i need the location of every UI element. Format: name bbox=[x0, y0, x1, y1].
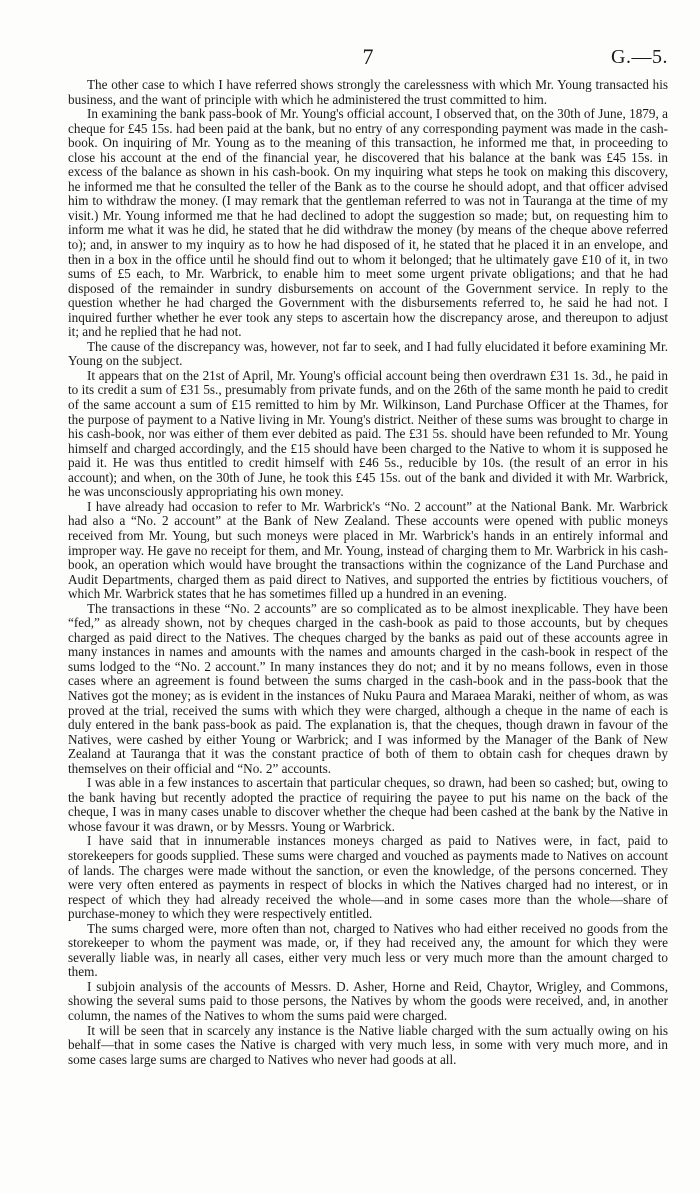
paragraph-cheques-cashed: I was able in a few instances to ascertain that particular cheques, so drawn, had been so cashed; but, owing to the bank having but recently adopted the practice of requiring the payee to put his name on the back of the cheque, I was in many cases unable to discover whether the cheque had been cashed at the bank by the Native in whose favour it was drawn, or by Messrs. Young or Warbrick. bbox=[68, 775, 668, 834]
page-header bbox=[68, 44, 668, 72]
paragraph-carelessness: The other case to which I have referred shows strongly the carelessness with which Mr. Young transacted his business, and the want of principle with which he administered the trust committed to him. bbox=[68, 77, 668, 107]
paragraph-storekeepers: I have said that in innumerable instances moneys charged as paid to Natives were, in fact, paid to storekeepers for goods supplied. These sums were charged and vouched as payments made to Natives on account of lands. The charges were made without the sanction, or even the knowledge, of the persons concerned. They were very often entered as payments in respect of blocks in which the Natives charged had no interest, or in respect of which they had already received the whole—and in some cases more than the whole—share of purchase-money to which they were respectively entitled. bbox=[68, 833, 668, 922]
paragraph-conclusion: It will be seen that in scarcely any instance is the Native liable charged with the sum actually owing on his behalf—that in some cases the Native is charged with very much less, in some with very much more, and in some cases large sums are charged to Natives who never had goods at all. bbox=[68, 1022, 668, 1067]
paragraph-subjoin-analysis: I subjoin analysis of the accounts of Messrs. D. Asher, Horne and Reid, Chaytor, Wrigley, and Commons, showing the several sums paid to those persons, the Natives by whom the goods were received, and, in another column, the names of the Natives to whom the sums paid were charged. bbox=[68, 978, 668, 1023]
page-number: 7 bbox=[362, 44, 374, 69]
body-text bbox=[68, 78, 668, 1178]
paragraph-cause-of-discrepancy: The cause of the discrepancy was, however, not far to seek, and I had fully elucidated it before examining Mr. Young on the subject. bbox=[68, 338, 668, 369]
document-reference: G.—5. bbox=[611, 46, 668, 68]
paragraph-transactions: The transactions in these “No. 2 accounts” are so complicated as to be almost inexplicable. They have been “fed,” as already shown, not by cheques charged in the cash-book as paid to those accounts, but by cheques charged as paid direct to the Natives. The cheques charged by the banks as paid out of these accounts agree in many instances in names and amounts with the names and amounts charged in the cash-book in respect of the sums lodged to the “No. 2 account.” In many instances they do not; and it by no means follows, even in those cases where an agreement is found between the sums charged in the cash-book and in the pass-book that the Natives got the money; as is evident in the instances of Nuku Paura and Maraea Maraki, neither of whom, as was proved at the trial, received the sums with which they were charged, although a cheque in the name of each is duly entered in the bank pass-book as paid. The explanation is, that the cheques, though drawn in favour of the Natives, were cashed by either Young or Warbrick; and I was informed by the Manager of the Bank of New Zealand at Tauranga that it was the constant practice of both of them to obtain cash for cheques drawn by themselves on their official and “No. 2” accounts. bbox=[68, 600, 668, 776]
paragraph-bank-pass-book: In examining the bank pass-book of Mr. Young's official account, I observed that, on the 30th of June, 1879, a cheque for £45 15s. had been paid at the bank, but no entry of any corresponding payment was made in the cash-book. On inquiring of Mr. Young as to the meaning of this transaction, he informed me that, in proceeding to close his account at the end of the financial year, he discovered that his balance at the bank was £45 15s. in excess of the balance as shown in his cash-book. On my inquiring what steps he took on making this discovery, he informed me that he consulted the teller of the Bank as to the course he should adopt, and that officer advised him to withdraw the money. (I may remark that the gentleman referred to was not in Tauranga at the time of my visit.) Mr. Young informed me that he had declined to adopt the suggestion so made; but, on requesting him to inform me what it was he did, he stated that he did withdraw the money (by means of the cheque above referred to); and, in answer to my inquiry as to how he had disposed of it, he stated that he placed it in an envelope, and then in a box in the office until he should find out to whom it belonged; that he ultimately gave £10 of it, in two sums of £5 each, to Mr. Warbrick, to enable him to meet some urgent private obligations; and that he had disposed of the remainder in sundry disbursements on account of the Government service. In reply to the question whether he had charged the Government with the disbursements referred to, he said he had not. I inquired further whether he ever took any steps to ascertain how the discrepancy arose, and thereupon to adjust it; and he replied that he had not. bbox=[68, 106, 668, 340]
paragraph-no2-account: I have already had occasion to refer to Mr. Warbrick's “No. 2 account” at the National Bank. Mr. Warbrick had also a “No. 2 account” at the Bank of New Zealand. These accounts were opened with public moneys received from Mr. Young, but such moneys were placed in Mr. Warbrick's hands in an entirely informal and improper way. He gave no receipt for them, and Mr. Young, instead of charging them to Mr. Warbrick in his cash-book, an operation which would have brought the transactions within the cognizance of the Land Purchase and Audit Departments, charged them as paid direct to Natives, and supported the entries by fictitious vouchers, of which Mr. Warbrick states that he has sometimes filled up a hundred in an evening. bbox=[68, 498, 668, 602]
paragraph-overdrawn-account: It appears that on the 21st of April, Mr. Young's official account being then overdrawn £31 1s. 3d., he paid in to its credit a sum of £31 5s., presumably from private funds, and on the 26th of the same month he paid to credit of the same account a sum of £15 remitted to him by Mr. Wilkinson, Land Purchase Officer at the Thames, for the purpose of payment to a Native living in Mr. Young's district. Neither of these sums was brought to charge in his cash-book, nor was either of them ever debited as paid. The £31 5s. should have been refunded to Mr. Young himself and charged accordingly, and the £15 should have been charged to the Native to whom it is supposed he paid it. He was thus entitled to credit himself with £46 5s., reducible by 10s. (the result of an error in his account); and when, on the 30th of June, he took this £45 15s. out of the bank and divided it with Mr. Warbrick, he was unconsciously appropriating his own money. bbox=[68, 367, 668, 500]
paragraph-sums-charged: The sums charged were, more often than not, charged to Natives who had either received no goods from the storekeeper to whom the payment was made, or, if they had received any, the amount for which they were severally liable was, in nearly all cases, either very much less or very much more than the amount charged to them. bbox=[68, 920, 668, 980]
